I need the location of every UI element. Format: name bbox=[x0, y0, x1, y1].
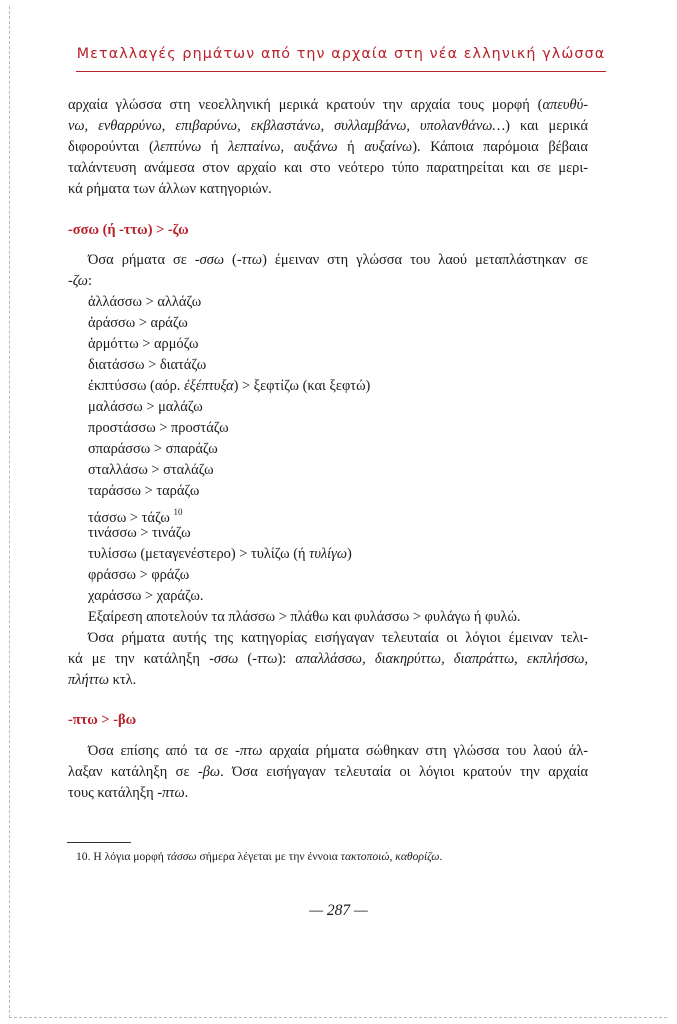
section2-para-line2: λαξαν κατάληξη σε -βω. Όσα εισήγαγαν τελευταία οι λόγιοι κρατούν την αρχαία bbox=[68, 764, 588, 780]
footnote-rule bbox=[67, 842, 131, 843]
section1-para1-line2: -ζω: bbox=[68, 273, 92, 289]
page-number: — 287 — bbox=[309, 902, 368, 919]
example-item: φράσσω > φράζω bbox=[88, 567, 190, 583]
section1-para2-line2: κά με την κατάληξη -σσω (-ττω): απαλλάσσω, διακηρύττω, διαπράττω, εκπλήσσω, bbox=[68, 651, 589, 667]
example-item: προστάσσω > προστάζω bbox=[88, 420, 229, 436]
example-item: τυλίσσω (μεταγενέστερο) > τυλίζω (ή τυλίγω) bbox=[88, 546, 352, 562]
section2-para-line1: Όσα επίσης από τα σε -πτω αρχαία ρήματα σώθηκαν στη γλώσσα του λαού άλ- bbox=[88, 743, 588, 759]
section-heading-ssw: -σσω (ή -ττω) > -ζω bbox=[68, 222, 189, 238]
footnote-ref: 10 bbox=[173, 507, 183, 517]
section1-para2-line3: πλήττω κτλ. bbox=[68, 672, 137, 688]
example-item: σταλλάσω > σταλάζω bbox=[88, 462, 214, 478]
example-item: τινάσσω > τινάζω bbox=[88, 525, 191, 541]
example-item: διατάσσω > διατάζω bbox=[88, 357, 207, 373]
footnote: 10. Η λόγια μορφή τάσσω σήμερα λέγεται με την έννοια τακτοποιώ, καθορίζω. bbox=[76, 850, 443, 863]
example-item: ἀλλάσσω > αλλάζω bbox=[88, 294, 202, 310]
example-item: σπαράσσω > σπαράζω bbox=[88, 441, 218, 457]
example-item: ἁρμόττω > αρμόζω bbox=[88, 336, 199, 352]
intro-line-5: κά ρήματα των άλλων κατηγοριών. bbox=[68, 181, 272, 197]
running-head: Μεταλλαγές ρημάτων από την αρχαία στη νέα ελληνική γλώσσα bbox=[76, 46, 606, 62]
example-item: ἐκπτύσσω (αόρ. ἐξέπτυξα) > ξεφτίζω (και ξεφτώ) bbox=[88, 378, 371, 394]
example-item: μαλάσσω > μαλάζω bbox=[88, 399, 203, 415]
intro-line-2: νω, ενθαρρύνω, επιβαρύνω, εκβλαστάνω, συλλαμβάνω, υπολανθάνω…) και μερικά bbox=[68, 118, 589, 134]
section-heading-ptw: -πτω > -βω bbox=[68, 712, 137, 728]
example-item: ταράσσω > ταράζω bbox=[88, 483, 200, 499]
intro-line-4: ταλάντευση ανάμεσα στον αρχαίο και στο νεότερο τύπο παρατηρείται και σε μερι- bbox=[68, 160, 588, 176]
exception-line: Εξαίρεση αποτελούν τα πλάσσω > πλάθω και φυλάσσω > φυλάγω ή φυλώ. bbox=[88, 609, 521, 625]
running-head-rule bbox=[76, 71, 606, 72]
example-item: τάσσω > τάζω $^{10}$ bbox=[88, 507, 183, 526]
section1-para1-line1: Όσα ρήματα σε -σσω (-ττω) έμειναν στη γλώσσα του λαού μεταπλάστηκαν σε bbox=[88, 252, 588, 268]
intro-line-3: διφορούνται (λεπτύνω ή λεπταίνω, αυξάνω ή αυξαίνω). Κάποια παρόμοια βέβαια bbox=[68, 139, 588, 155]
section1-para2-line1: Όσα ρήματα αυτής της κατηγορίας εισήγαγαν τελευταία οι λόγιοι έμειναν τελι- bbox=[88, 630, 588, 646]
section2-para-line3: τους κατάληξη -πτω. bbox=[68, 785, 189, 801]
example-item: ἀράσσω > αράζω bbox=[88, 315, 188, 331]
intro-line-1: αρχαία γλώσσα στη νεοελληνική μερικά κρατούν την αρχαία τους μορφή (απευθύ- bbox=[68, 97, 588, 113]
example-item: χαράσσω > χαράζω. bbox=[88, 588, 204, 604]
